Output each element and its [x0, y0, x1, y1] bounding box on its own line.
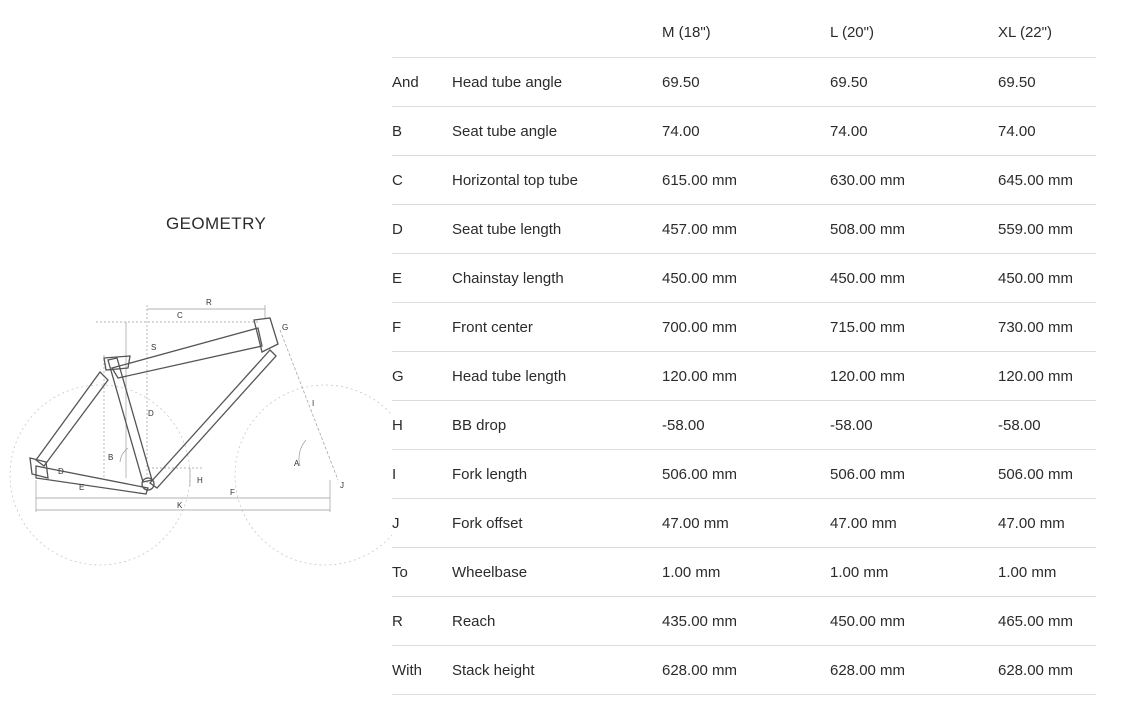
row-value-l: 47.00 mm: [830, 499, 998, 548]
header-code: [392, 7, 452, 58]
row-value-xl: 506.00 mm: [998, 450, 1096, 499]
row-value-l: 120.00 mm: [830, 352, 998, 401]
diagram-label-s: S: [151, 343, 157, 352]
table-row: [392, 156, 1096, 205]
diagram-label-d-small: D: [58, 467, 64, 476]
row-value-m: 74.00: [662, 107, 830, 156]
row-label: BB drop: [452, 401, 662, 450]
row-value-m: 69.50: [662, 58, 830, 107]
row-label: Reach: [452, 597, 662, 646]
table-row: [392, 107, 1096, 156]
diagram-label-h: H: [197, 476, 203, 485]
diagram-label-c: C: [177, 311, 183, 320]
row-value-xl: 120.00 mm: [998, 352, 1096, 401]
geometry-panel: [0, 0, 392, 709]
table-row: [392, 597, 1096, 646]
row-value-xl: 645.00 mm: [998, 156, 1096, 205]
row-value-l: -58.00: [830, 401, 998, 450]
row-value-xl: 450.00 mm: [998, 254, 1096, 303]
row-label: Stack height: [452, 646, 662, 695]
row-label: Front center: [452, 303, 662, 352]
row-label: Head tube length: [452, 352, 662, 401]
row-value-m: 47.00 mm: [662, 499, 830, 548]
row-label: Head tube angle: [452, 58, 662, 107]
row-value-l: 1.00 mm: [830, 548, 998, 597]
geometry-title: GEOMETRY: [166, 214, 267, 233]
table-row: [392, 58, 1096, 107]
row-value-m: 457.00 mm: [662, 205, 830, 254]
row-label: Horizontal top tube: [452, 156, 662, 205]
row-code: E: [392, 254, 452, 303]
table-row: [392, 303, 1096, 352]
diagram-label-k: K: [177, 501, 183, 510]
row-value-xl: 74.00: [998, 107, 1096, 156]
row-value-l: 508.00 mm: [830, 205, 998, 254]
row-value-xl: 730.00 mm: [998, 303, 1096, 352]
row-value-l: 450.00 mm: [830, 254, 998, 303]
table-row: [392, 548, 1096, 597]
row-code: And: [392, 58, 452, 107]
diagram-label-a: A: [294, 459, 300, 468]
geometry-table: [392, 7, 1096, 695]
table-row: [392, 646, 1096, 695]
row-code: To: [392, 548, 452, 597]
header-size-m: M (18"): [662, 7, 830, 58]
row-value-l: 715.00 mm: [830, 303, 998, 352]
row-code: With: [392, 646, 452, 695]
table-row: [392, 450, 1096, 499]
row-value-m: 435.00 mm: [662, 597, 830, 646]
row-code: R: [392, 597, 452, 646]
row-value-m: -58.00: [662, 401, 830, 450]
diagram-label-j: J: [340, 481, 344, 490]
row-value-l: 69.50: [830, 58, 998, 107]
row-code: G: [392, 352, 452, 401]
table-row: [392, 499, 1096, 548]
row-value-m: 700.00 mm: [662, 303, 830, 352]
table-row: [392, 254, 1096, 303]
diagram-label-e: E: [79, 483, 85, 492]
header-label: [452, 7, 662, 58]
row-code: C: [392, 156, 452, 205]
row-code: H: [392, 401, 452, 450]
row-code: I: [392, 450, 452, 499]
table-row: [392, 352, 1096, 401]
row-value-xl: 1.00 mm: [998, 548, 1096, 597]
diagram-label-d: D: [148, 409, 154, 418]
row-value-m: 120.00 mm: [662, 352, 830, 401]
row-value-m: 506.00 mm: [662, 450, 830, 499]
row-value-m: 628.00 mm: [662, 646, 830, 695]
row-value-m: 1.00 mm: [662, 548, 830, 597]
front-wheel-circle: [235, 385, 392, 565]
row-label: Fork offset: [452, 499, 662, 548]
row-value-l: 74.00: [830, 107, 998, 156]
row-label: Seat tube angle: [452, 107, 662, 156]
diagram-label-g: G: [282, 323, 289, 332]
row-code: D: [392, 205, 452, 254]
row-value-m: 450.00 mm: [662, 254, 830, 303]
row-value-l: 628.00 mm: [830, 646, 998, 695]
row-code: F: [392, 303, 452, 352]
bike-geometry-diagram: [0, 0, 392, 709]
row-label: Fork length: [452, 450, 662, 499]
diagram-label-i: I: [312, 399, 315, 408]
row-value-xl: -58.00: [998, 401, 1096, 450]
row-value-xl: 628.00 mm: [998, 646, 1096, 695]
table-header-row: [392, 7, 1096, 58]
row-label: Wheelbase: [452, 548, 662, 597]
row-value-l: 506.00 mm: [830, 450, 998, 499]
row-code: J: [392, 499, 452, 548]
diagram-label-r: R: [206, 298, 212, 307]
row-value-xl: 559.00 mm: [998, 205, 1096, 254]
row-label: Seat tube length: [452, 205, 662, 254]
table-row: [392, 401, 1096, 450]
diagram-label-b: B: [108, 453, 114, 462]
diagram-label-f: F: [230, 488, 235, 497]
row-value-xl: 47.00 mm: [998, 499, 1096, 548]
row-value-xl: 69.50: [998, 58, 1096, 107]
header-size-l: L (20"): [830, 7, 998, 58]
table-row: [392, 205, 1096, 254]
row-value-l: 630.00 mm: [830, 156, 998, 205]
row-value-l: 450.00 mm: [830, 597, 998, 646]
row-value-xl: 465.00 mm: [998, 597, 1096, 646]
row-label: Chainstay length: [452, 254, 662, 303]
row-value-m: 615.00 mm: [662, 156, 830, 205]
dimension-lines: [36, 305, 338, 512]
header-size-xl: XL (22"): [998, 7, 1096, 58]
row-code: B: [392, 107, 452, 156]
